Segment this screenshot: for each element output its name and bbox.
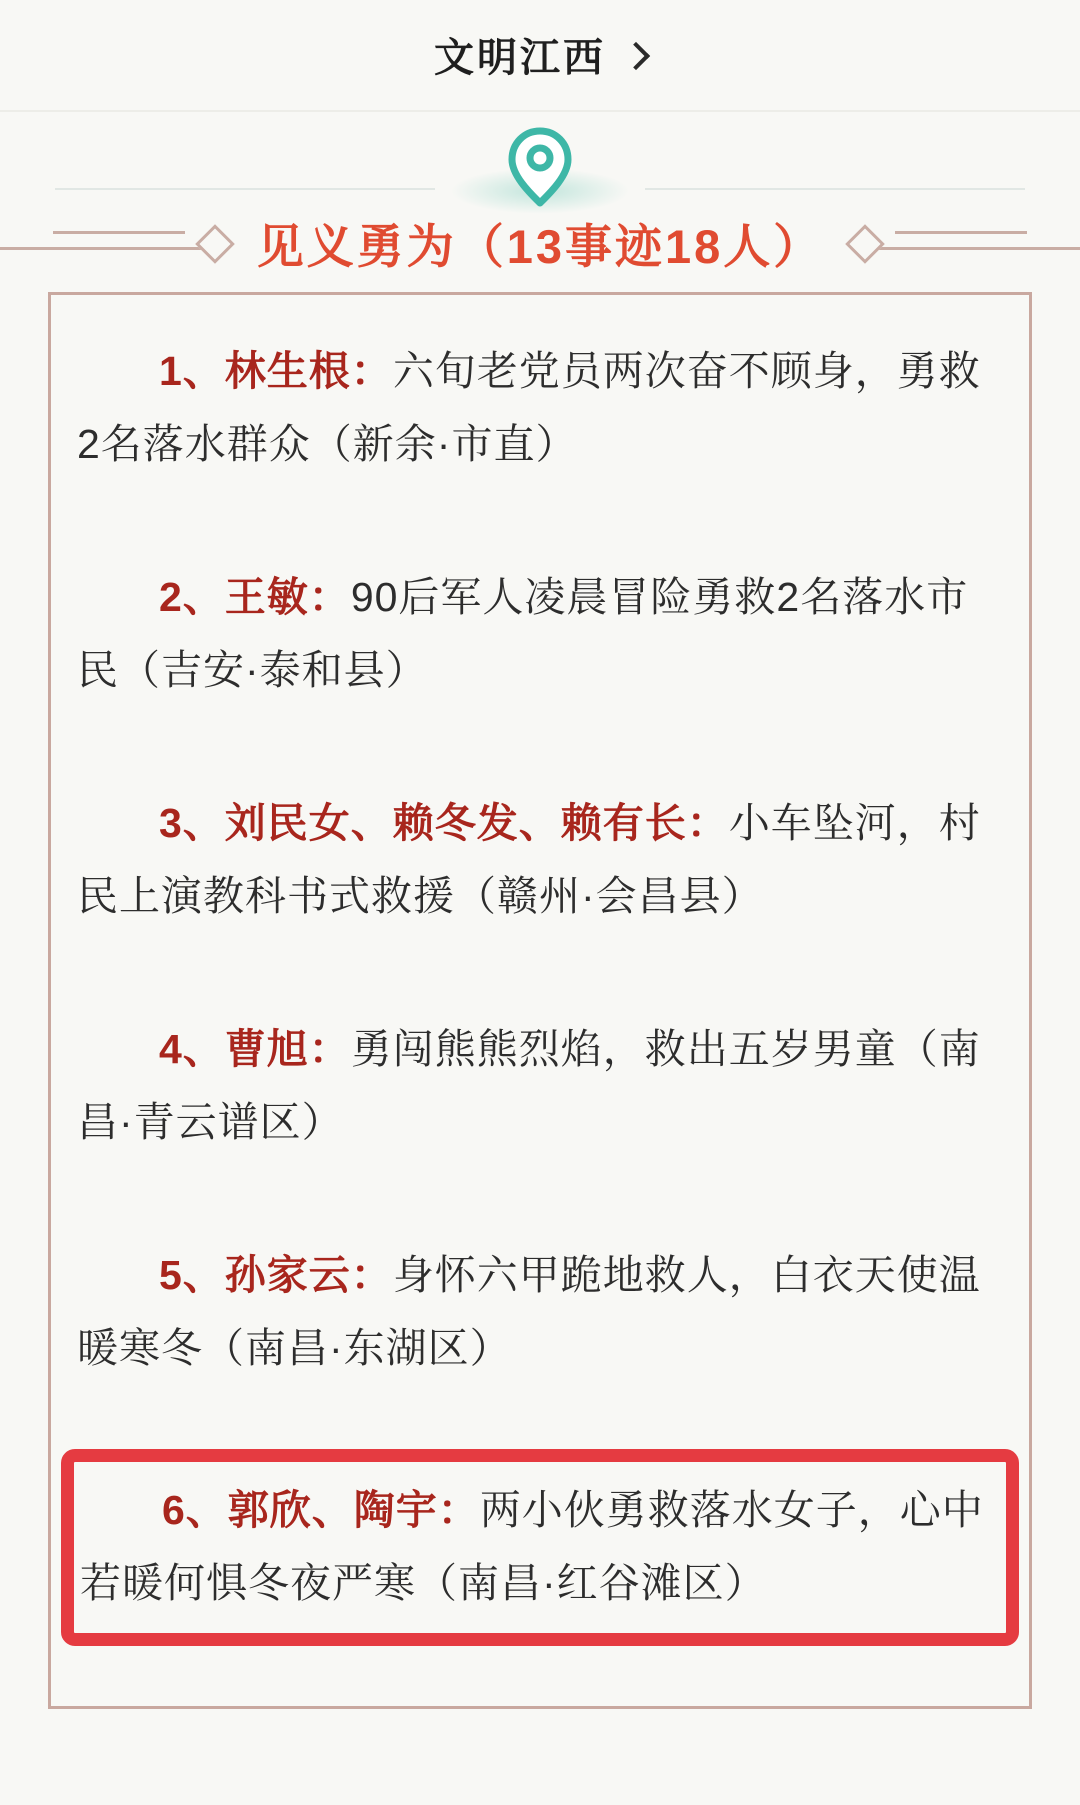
- left-ornament: [0, 220, 233, 266]
- diamond-icon: [845, 224, 885, 264]
- story-item: [77, 561, 1003, 707]
- story-number-and-names: 6、郭欣、陶宇：: [162, 1487, 480, 1533]
- divider-line-left: [55, 188, 435, 190]
- section-header: [0, 210, 1080, 276]
- story-number-and-names: 3、刘民女、赖冬发、赖有长：: [159, 800, 729, 846]
- account-name-link[interactable]: 文明江西: [434, 35, 606, 80]
- divider-line-right: [645, 188, 1025, 190]
- account-header: [0, 0, 1080, 90]
- pin-divider: [0, 112, 1080, 204]
- story-description: 两小伙勇救落水女子，心中若暖何惧冬夜严寒（南昌·红谷滩区）: [80, 1487, 984, 1606]
- story-list-box: [48, 292, 1032, 1709]
- story-item: [77, 787, 1003, 933]
- story-description: 90后军人凌晨冒险勇救2名落水市民（吉安·泰和县）: [77, 574, 969, 693]
- story-item: [77, 1239, 1003, 1385]
- section-title: 见义勇为（13事迹18人）: [256, 219, 824, 273]
- location-pin-icon: [505, 126, 575, 210]
- story-number-and-names: 4、曹旭：: [159, 1026, 351, 1072]
- story-description: 小车坠河，村民上演教科书式救援（赣州·会昌县）: [77, 800, 981, 919]
- chevron-right-icon[interactable]: [622, 41, 650, 69]
- story-item: [77, 1013, 1003, 1159]
- story-item: [80, 1474, 1000, 1620]
- story-number-and-names: 2、王敏：: [159, 574, 351, 620]
- story-description: 六旬老党员两次奋不顾身，勇救2名落水群众（新余·市直）: [77, 348, 981, 467]
- story-item: [77, 335, 1003, 481]
- story-number-and-names: 1、林生根：: [159, 348, 393, 394]
- story-number-and-names: 5、孙家云：: [159, 1252, 393, 1298]
- story-description: 身怀六甲跪地救人，白衣天使温暖寒冬（南昌·东湖区）: [77, 1252, 981, 1371]
- diamond-icon: [195, 224, 235, 264]
- highlight-frame: [61, 1449, 1019, 1646]
- story-description: 勇闯熊熊烈焰，救出五岁男童（南昌·青云谱区）: [77, 1026, 981, 1145]
- right-ornament: [847, 220, 1080, 266]
